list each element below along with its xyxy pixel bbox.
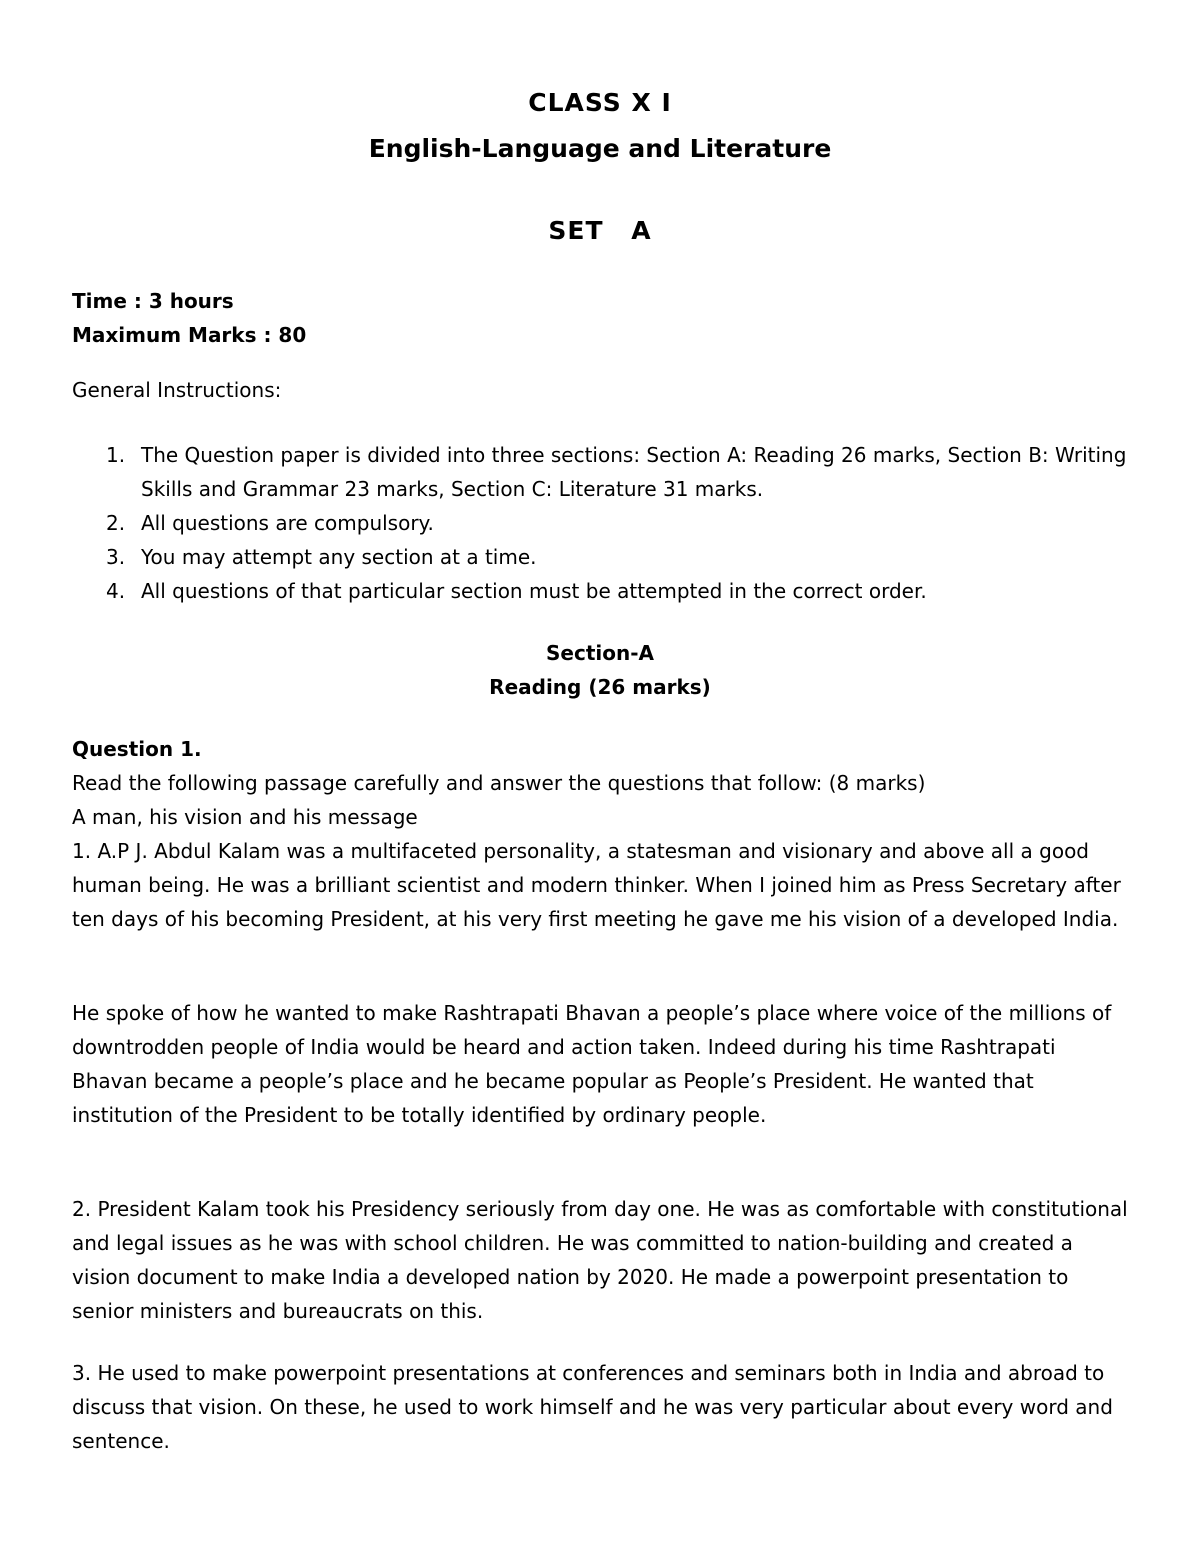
instruction-item bbox=[72, 438, 1132, 506]
instruction-number: 2. bbox=[106, 511, 126, 535]
instruction-number: 4. bbox=[106, 579, 126, 603]
section-title: Section-A bbox=[546, 641, 654, 665]
instruction-item bbox=[72, 540, 1132, 574]
instruction-item bbox=[72, 574, 1132, 608]
question-label: Question 1. bbox=[72, 737, 202, 761]
passage-paragraph: 2. President Kalam took his Presidency seriously from day one. He was as comfortable with constitutional and legal issues as he was with school children. He was committed to nation-building and created a vision document to make India a developed nation by 2020. He made a powerpoint presentation to senior ministers and bureaucrats on this. bbox=[72, 1197, 1128, 1323]
class-title: CLASS X I bbox=[528, 88, 672, 117]
section-subtitle: Reading (26 marks) bbox=[489, 675, 711, 699]
section-a-heading bbox=[0, 636, 1200, 704]
passage-paragraph: 3. He used to make powerpoint presentations at conferences and seminars both in India and abroad to discuss that vision. On these, he used to work himself and he was very particular about every word and sentence. bbox=[72, 1361, 1113, 1453]
max-marks-label: Maximum Marks : 80 bbox=[72, 323, 307, 347]
instruction-text: The Question paper is divided into three sections: Section A: Reading 26 marks, Section B: Writing Skills and Grammar 23 marks, Section C: Literature 31 marks. bbox=[141, 443, 1127, 501]
question-instruction: Read the following passage carefully and answer the questions that follow: (8 marks) bbox=[72, 771, 926, 795]
time-label: Time : 3 hours bbox=[72, 289, 234, 313]
passage-paragraph: He spoke of how he wanted to make Rashtrapati Bhavan a people’s place where voice of the millions of downtrodden people of India would be heard and action taken. Indeed during his time Rashtrapati Bhavan became a people’s place and he became popular as People’s President. He wanted that institution of the President to be totally identified by ordinary people. bbox=[72, 1001, 1112, 1127]
instruction-item bbox=[72, 506, 1132, 540]
instruction-text: All questions of that particular section must be attempted in the correct order. bbox=[141, 579, 927, 603]
passage-title: A man, his vision and his message bbox=[72, 805, 418, 829]
instruction-number: 1. bbox=[106, 443, 126, 467]
question-1-header bbox=[72, 732, 1132, 834]
instruction-text: You may attempt any section at a time. bbox=[141, 545, 537, 569]
set-title: SET A bbox=[548, 216, 652, 245]
instructions-list bbox=[72, 438, 1132, 608]
general-instructions-heading: General Instructions: bbox=[72, 378, 282, 402]
exam-meta bbox=[72, 284, 306, 352]
instruction-number: 3. bbox=[106, 545, 126, 569]
passage-paragraph: 1. A.P J. Abdul Kalam was a multifaceted personality, a statesman and visionary and above all a good human being. He was a brilliant scientist and modern thinker. When I joined him as Press Secretary after ten days of his becoming President, at his very first meeting he gave me his vision of a developed India. bbox=[72, 839, 1121, 931]
subject-title: English-Language and Literature bbox=[368, 134, 832, 163]
instruction-text: All questions are compulsory. bbox=[141, 511, 434, 535]
